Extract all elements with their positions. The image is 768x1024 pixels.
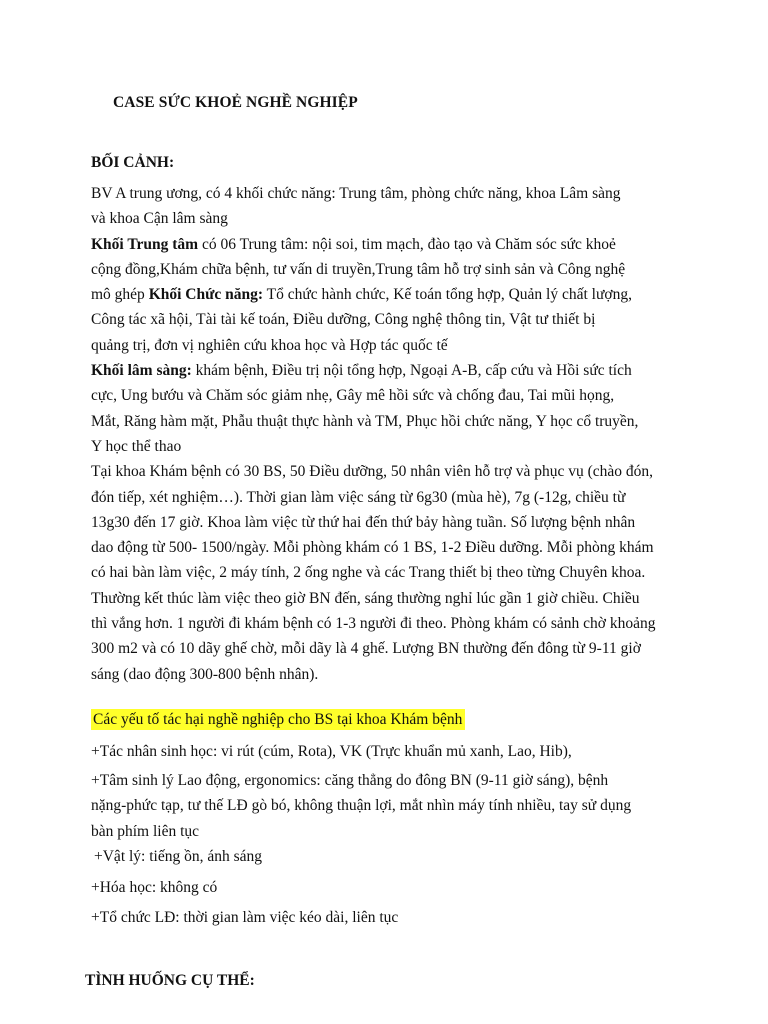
context-heading: BỐI CẢNH: — [91, 154, 175, 171]
factor-physical: +Vật lý: tiếng ồn, ánh sáng — [94, 848, 263, 865]
factor-psych-line-2: nặng-phức tạp, tư thế LĐ gò bó, không thuận lợi, mắt nhìn máy tính nhiều, tay sử dụng — [91, 797, 632, 815]
factor-biological: +Tác nhân sinh học: vi rút (cúm, Rota), VK (Trực khuẩn mủ xanh, Lao, Hib), — [91, 743, 572, 760]
exam-line-3: 13g30 đến 17 giờ. Khoa làm việc từ thứ hai đến thứ bảy hàng tuần. Số lượng bệnh nhân — [91, 513, 636, 531]
center-block-line-1 — [91, 232, 685, 257]
exam-line-2: đón tiếp, xét nghiệm…). Thời gian làm việc sáng từ 6g30 (mùa hè), 7g (-12g, chiều từ — [91, 488, 626, 506]
intro-line-2: và khoa Cận lâm sàng — [91, 210, 228, 228]
exam-line-6: Thường kết thúc làm việc theo giờ BN đến, sáng thường nghỉ lúc gần 1 giờ chiều. Chiều — [91, 589, 640, 607]
exam-line-5: có hai bàn làm việc, 2 máy tính, 2 ống nghe và các Trang thiết bị theo từng Chuyên khoa. — [91, 564, 646, 582]
clinical-block-label: Khối lâm sàng: — [91, 362, 192, 380]
center-block-line-3-start: mô ghép — [91, 286, 149, 304]
function-block-label: Khối Chức năng: — [148, 286, 264, 304]
center-block-line-3 — [91, 282, 685, 307]
factor-organization: +Tổ chức LĐ: thời gian làm việc kéo dài, liên tục — [91, 909, 399, 926]
center-block-text: có 06 Trung tâm: nội soi, tim mạch, đào tạo và Chăm sóc sức khoẻ — [198, 235, 616, 253]
exam-line-7: thì vắng hơn. 1 người đi khám bệnh có 1-3 người đi theo. Phòng khám có sảnh chờ khoảng — [91, 615, 656, 633]
hazard-heading-text: Các yếu tố tác hại nghề nghiệp cho BS tại khoa Khám bệnh — [91, 709, 465, 730]
document-title: CASE SỨC KHOẺ NGHỀ NGHIỆP — [113, 94, 358, 111]
clinical-block-text: khám bệnh, Điều trị nội tổng hợp, Ngoại A-B, cấp cứu và Hồi sức tích — [191, 362, 632, 380]
exam-line-9: sáng (dao động 300-800 bệnh nhân). — [91, 665, 319, 683]
factor-psych-line-3: bàn phím liên tục — [91, 822, 200, 840]
factor-psych-line-1: +Tâm sinh lý Lao động, ergonomics: căng thẳng do đông BN (9-11 giờ sáng), bệnh — [91, 772, 609, 789]
factor-psychophysiology — [91, 768, 685, 844]
exam-line-1: Tại khoa Khám bệnh có 30 BS, 50 Điều dưỡng, 50 nhân viên hỗ trợ và phục vụ (chào đón, — [91, 463, 654, 481]
intro-line-1: BV A trung ương, có 4 khối chức năng: Trung tâm, phòng chức năng, khoa Lâm sàng — [91, 185, 621, 202]
situation-heading: TÌNH HUỐNG CỤ THỂ: — [85, 972, 255, 989]
exam-line-8: 300 m2 và có 10 dãy ghế chờ, mỗi dãy là 4 ghế. Lượng BN thường đến đông từ 9-11 giờ — [91, 640, 641, 658]
center-block-line-2: cộng đồng,Khám chữa bệnh, tư vấn di truyền,Trung tâm hỗ trợ sinh sản và Công nghệ — [91, 260, 626, 278]
factor-chemical: +Hóa học: không có — [91, 879, 218, 896]
center-block-label: Khối Trung tâm — [91, 235, 199, 253]
clinical-block-line-1 — [91, 358, 685, 383]
context-body — [91, 181, 685, 687]
clinical-block-line-4: Y học thể thao — [91, 437, 182, 455]
clinical-block-line-2: cực, Ung bướu và Chăm sóc giảm nhẹ, Gây mê hồi sức và chống đau, Tai mũi họng, — [91, 387, 615, 405]
function-block-line-3: quảng trị, đơn vị nghiên cứu khoa học và Hợp tác quốc tế — [91, 336, 448, 354]
exam-line-4: dao động từ 500- 1500/ngày. Mỗi phòng khám có 1 BS, 1-2 Điều dưỡng. Mỗi phòng khám — [91, 539, 654, 557]
clinical-block-line-3: Mắt, Răng hàm mặt, Phẫu thuật thực hành và TM, Phục hồi chức năng, Y học cổ truyền, — [91, 412, 639, 430]
function-block-line-2: Công tác xã hội, Tài tài kế toán, Điều dưỡng, Công nghệ thông tin, Vật tư thiết bị — [91, 311, 596, 329]
hazard-heading — [91, 709, 465, 731]
function-block-text: Tổ chức hành chức, Kế toán tổng hợp, Quản lý chất lượng, — [263, 286, 632, 304]
